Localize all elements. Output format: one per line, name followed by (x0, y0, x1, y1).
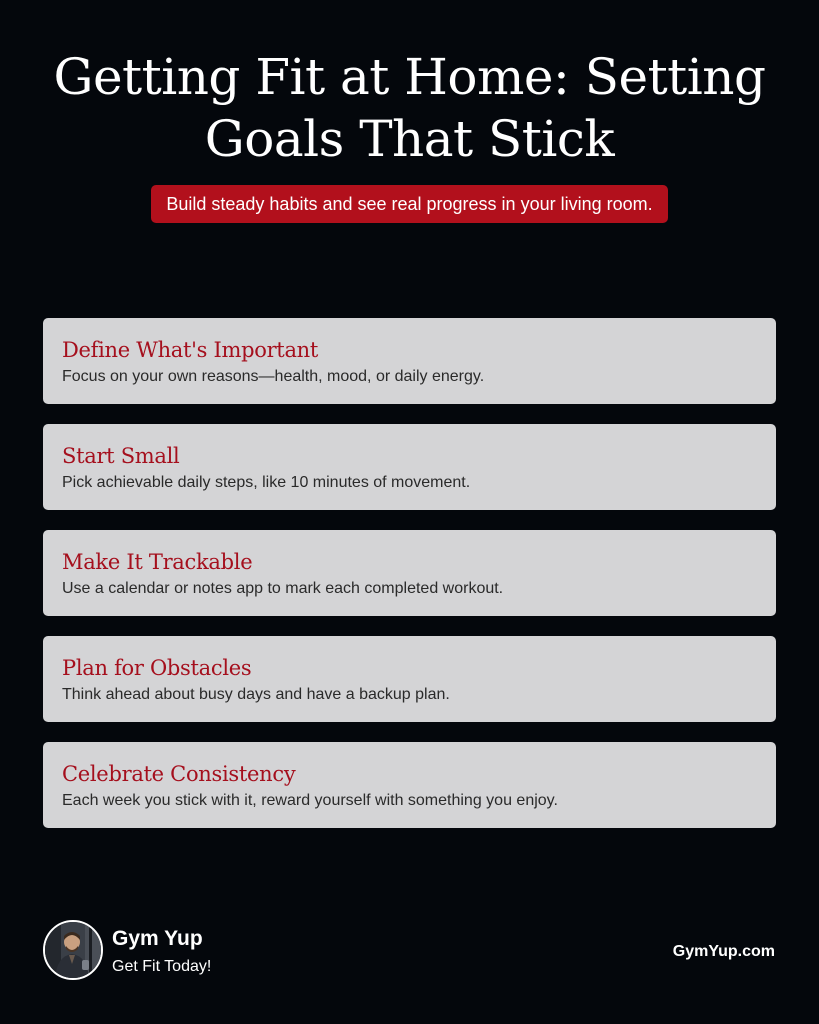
tip-card-start-small (43, 424, 776, 510)
tip-title: Make It Trackable (62, 550, 253, 574)
tip-card-make-trackable (43, 530, 776, 616)
tip-title: Start Small (62, 444, 180, 468)
tip-text: Pick achievable daily steps, like 10 minutes of movement. (62, 474, 471, 491)
brand-name: Gym Yup (112, 927, 203, 950)
tips-list (43, 318, 776, 848)
tip-text: Focus on your own reasons—health, mood, or daily energy. (62, 368, 485, 385)
site-link[interactable]: GymYup.com (672, 943, 775, 960)
page-title: Getting Fit at Home: Setting Goals That Stick (53, 48, 766, 168)
brand-tagline: Get Fit Today! (112, 958, 212, 975)
tip-title: Define What's Important (62, 338, 319, 362)
tip-card-define-important (43, 318, 776, 404)
tip-card-celebrate-consistency (43, 742, 776, 828)
tip-text: Think ahead about busy days and have a backup plan. (62, 686, 450, 703)
tip-text: Each week you stick with it, reward yourself with something you enjoy. (62, 792, 558, 809)
avatar (43, 920, 103, 980)
tip-title: Celebrate Consistency (62, 762, 296, 786)
subtitle-banner (0, 185, 819, 223)
tip-card-plan-obstacles (43, 636, 776, 722)
tip-text: Use a calendar or notes app to mark each completed workout. (62, 580, 504, 597)
subtitle: Build steady habits and see real progress in your living room. (151, 185, 667, 223)
person-photo-icon (45, 922, 101, 978)
tip-title: Plan for Obstacles (62, 656, 252, 680)
